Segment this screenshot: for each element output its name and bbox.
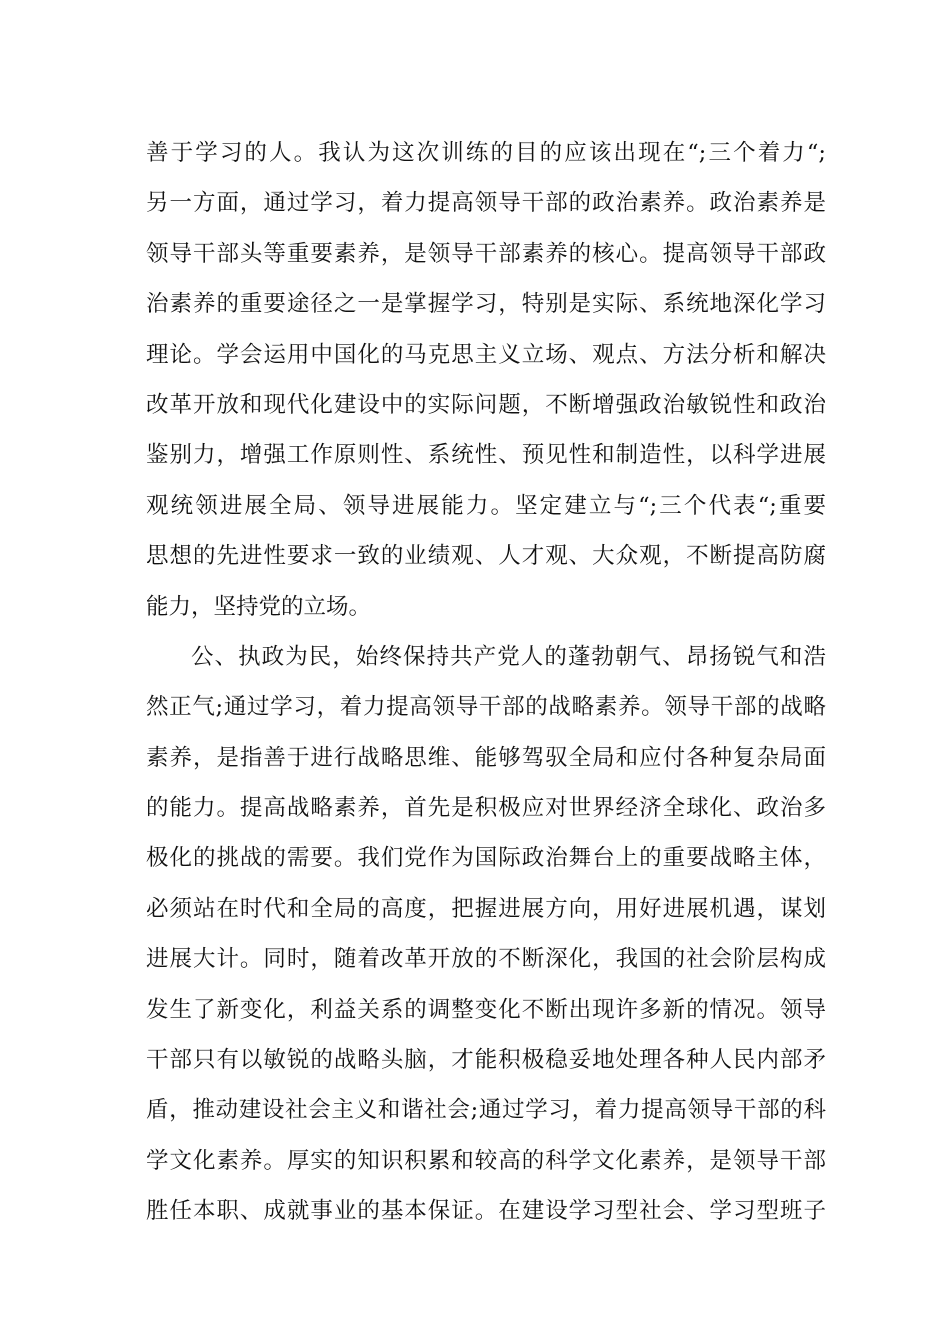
text-line: 治素养的重要途径之一是掌握学习，特别是实际、系统地深化学习: [146, 291, 826, 318]
text-line: 极化的挑战的需要。我们党作为国际政治舞台上的重要战略主体，: [146, 845, 826, 872]
text-line: 另一方面，通过学习，着力提高领导干部的政治素养。政治素养是: [146, 190, 826, 217]
text-line: 素养，是指善于进行战略思维、能够驾驭全局和应付各种复杂局面: [146, 744, 826, 771]
paragraph-1: [146, 128, 826, 632]
text-line: 能力，坚持党的立场。: [146, 593, 372, 620]
text-line: 盾，推动建设社会主义和谐社会;通过学习，着力提高领导干部的科: [146, 1097, 826, 1124]
text-line: 观统领进展全局、领导进展能力。坚定建立与“;三个代表“;重要: [146, 492, 826, 519]
paragraph-2: [146, 632, 826, 1237]
text-line: 学文化素养。厚实的知识积累和较高的科学文化素养，是领导干部: [146, 1147, 826, 1174]
text-line: 进展大计。同时，随着改革开放的不断深化，我国的社会阶层构成: [146, 946, 826, 973]
text-line: 理论。学会运用中国化的马克思主义立场、观点、方法分析和解决: [146, 341, 826, 368]
text-line: 然正气;通过学习，着力提高领导干部的战略素养。领导干部的战略: [146, 694, 826, 721]
text-line: 善于学习的人。我认为这次训练的目的应该出现在“;三个着力“;: [146, 140, 826, 166]
text-line: 思想的先进性要求一致的业绩观、人才观、大众观，不断提高防腐: [146, 543, 826, 570]
text-line: 干部只有以敏锐的战略头脑，才能积极稳妥地处理各种人民内部矛: [146, 1047, 826, 1074]
text-line: 公、执政为民，始终保持共产党人的蓬勃朝气、昂扬锐气和浩: [191, 643, 826, 670]
text-line: 改革开放和现代化建设中的实际问题，不断增强政治敏锐性和政治: [146, 391, 826, 418]
document-body: [146, 128, 826, 1237]
text-line: 必须站在时代和全局的高度，把握进展方向，用好进展机遇，谋划: [146, 895, 826, 922]
text-line: 发生了新变化，利益关系的调整变化不断出现许多新的情况。领导: [146, 996, 826, 1023]
text-line: 领导干部头等重要素养，是领导干部素养的核心。提高领导干部政: [146, 240, 826, 267]
text-line: 胜任本职、成就事业的基本保证。在建设学习型社会、学习型班子: [146, 1198, 826, 1225]
text-line: 的能力。提高战略素养，首先是积极应对世界经济全球化、政治多: [146, 795, 826, 822]
text-line: 鉴别力，增强工作原则性、系统性、预见性和制造性，以科学进展: [146, 442, 826, 469]
